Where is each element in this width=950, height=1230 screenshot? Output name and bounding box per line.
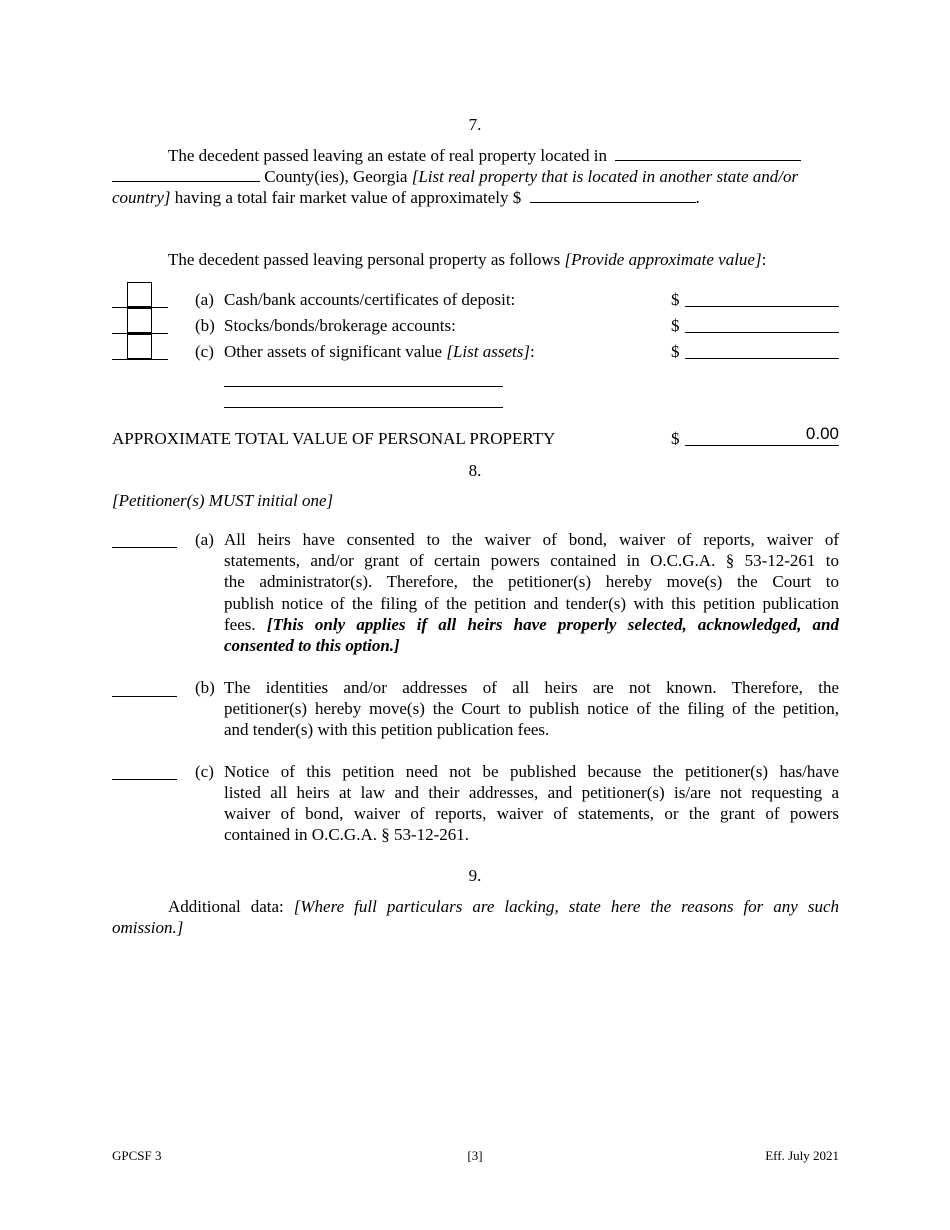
initial-field-a[interactable] [112, 547, 177, 548]
additional-data-label: Additional data: [168, 897, 284, 916]
footer-effective-date: Eff. July 2021 [765, 1148, 839, 1163]
item-c-label-line [224, 341, 535, 362]
real-property-note-end: country] [112, 188, 171, 207]
colon: : [761, 250, 767, 269]
total-dollar: $ [671, 429, 680, 448]
additional-data-note-end: omission.] [112, 918, 184, 937]
personal-intro-note: [Provide approximate value] [564, 250, 762, 269]
total-value[interactable]: 0.00 [805, 424, 839, 443]
additional-data-line-2 [112, 917, 183, 938]
footer-form-id: GPCSF 3 [112, 1148, 162, 1163]
colon: : [529, 342, 535, 361]
item-b-label: Stocks/bonds/brokerage accounts: [224, 316, 456, 335]
option-a-line-4: publish notice of the filing of the petition and tender(s) with this petition publication [224, 594, 839, 613]
option-c-line-2: listed all heirs at law and their addresses, and petitioner(s) is/are not requesting a [224, 783, 839, 802]
option-c-line-1: Notice of this petition need not be published because the petitioner(s) has/have [224, 762, 839, 781]
option-c-line-3: waiver of bond, waiver of reports, waiver of statements, or the grant of powers [224, 804, 839, 823]
period: . [695, 188, 700, 207]
total-value-line [685, 445, 839, 446]
checkbox-a[interactable] [127, 282, 152, 307]
personal-property-intro [168, 249, 766, 270]
fees-text: fees. [224, 615, 256, 634]
option-a-bold-note: [This only applies if all heirs have properly selected, acknowledged, and [266, 615, 840, 634]
section-number-8: 8. [468, 461, 482, 480]
option-c-letter: (c) [195, 762, 214, 781]
item-a-value-field[interactable] [685, 306, 839, 307]
option-a-line-3: the administrator(s). Therefore, the petitioner(s) hereby move(s) the Court to [224, 572, 839, 591]
option-b-letter: (b) [195, 678, 215, 697]
item-b-letter: (b) [195, 316, 215, 335]
item-c-note: [List assets] [446, 342, 530, 361]
additional-data-line-1 [168, 896, 839, 917]
option-a-letter: (a) [195, 530, 214, 549]
option-b-line-3: and tender(s) with this petition publication fees. [224, 720, 550, 739]
option-a-line-6 [224, 635, 839, 656]
item-a-letter: (a) [195, 290, 214, 309]
option-a-line-5 [224, 614, 839, 635]
option-a-line-1: All heirs have consented to the waiver of bond, waiver of reports, waiver of [224, 530, 839, 549]
fair-market-value-text: having a total fair market value of approximately $ [174, 188, 522, 207]
real-property-note: [List real property that is located in another state and/or [411, 167, 799, 186]
real-property-location-field[interactable] [615, 145, 801, 161]
county-field[interactable] [112, 166, 260, 182]
item-b-dollar: $ [671, 316, 680, 335]
real-property-line-2 [112, 166, 840, 187]
checkbox-c[interactable] [127, 334, 152, 359]
item-a-dollar: $ [671, 290, 680, 309]
option-b-line-1: The identities and/or addresses of all heirs are not known. Therefore, the [224, 678, 839, 697]
real-property-text: The decedent passed leaving an estate of real property located in [168, 146, 607, 165]
real-property-line-1 [168, 145, 840, 166]
personal-intro-text: The decedent passed leaving personal property as follows [168, 250, 561, 269]
option-c-line-4: contained in O.C.G.A. § 53-12-261. [224, 825, 470, 844]
section-number-9: 9. [468, 866, 482, 885]
section-number-7: 7. [468, 115, 482, 134]
item-a-label: Cash/bank accounts/certificates of deposit: [224, 290, 516, 309]
item-c-label: Other assets of significant value [224, 342, 443, 361]
item-b-value-field[interactable] [685, 332, 839, 333]
footer-page-number: [3] [467, 1148, 483, 1163]
fair-market-value-field[interactable] [530, 187, 696, 203]
county-label: County(ies), Georgia [264, 167, 408, 186]
option-a-bold-note-end: consented to this option.] [224, 636, 400, 655]
item-c-dollar: $ [671, 342, 680, 361]
other-assets-line-1[interactable] [224, 386, 503, 387]
option-a-line-2: statements, and/or grant of certain powers contained in O.C.G.A. § 53-12-261 to [224, 551, 839, 570]
item-c-letter: (c) [195, 342, 214, 361]
item-c-value-field[interactable] [685, 358, 839, 359]
total-label: APPROXIMATE TOTAL VALUE OF PERSONAL PROPERTY [112, 429, 556, 448]
initial-instruction [112, 490, 333, 511]
other-assets-line-2[interactable] [224, 407, 503, 408]
additional-data-note: [Where full particulars are lacking, state here the reasons for any such [293, 897, 839, 916]
initial-line-c [112, 359, 168, 360]
initial-instruction-text: [Petitioner(s) MUST initial one] [112, 491, 334, 510]
real-property-line-3 [112, 187, 700, 208]
option-b-line-2: petitioner(s) hereby move(s) the Court to publish notice of the filing of the petition, [224, 699, 839, 718]
initial-field-c[interactable] [112, 779, 177, 780]
initial-field-b[interactable] [112, 696, 177, 697]
checkbox-b[interactable] [127, 308, 152, 333]
